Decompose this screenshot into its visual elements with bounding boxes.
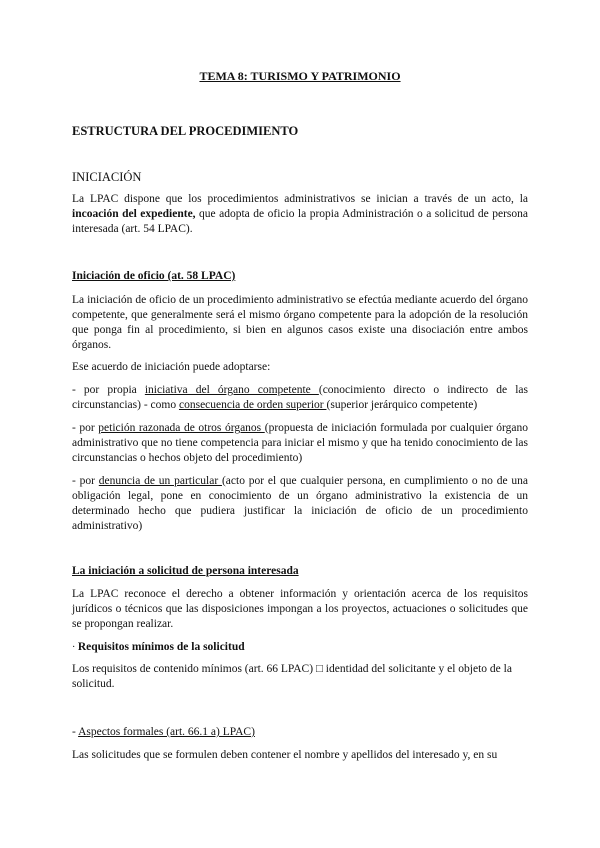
item2-text-b: (propuesta de iniciación formulada por cualquier órgano administrativo que no tiene competencia para iniciar el mismo y que ha tenido conocimiento de las circunstancias o hechos objeto del procedimiento) [72, 422, 528, 464]
oficio-paragraph-2: Ese acuerdo de iniciación puede adoptarse: [72, 361, 271, 373]
formal-dash: - [72, 726, 79, 738]
item2-underline: petición razonada de otros órganos [98, 422, 265, 434]
iniciacion-heading: INICIACIÓN [72, 170, 142, 184]
iniciacion-bold-term: incoación del expediente, [72, 208, 196, 220]
solicitud-paragraph: La LPAC reconoce el derecho a obtener información y orientación acerca de los requisitos jurídicos o técnicos que las disposiciones impongan a los proyectos, actuaciones o solicitudes que se propongan realizar. [72, 588, 528, 630]
oficio-heading: Iniciación de oficio (at. 58 LPAC) [72, 270, 236, 282]
requisitos-heading: Requisitos mínimos de la solicitud [77, 641, 245, 653]
iniciacion-text-b: que adopta de oficio la propia Administración o a solicitud de persona interesada (art. 54 LPAC). [72, 208, 528, 235]
item1-underline-1: iniciativa del órgano competente [144, 384, 319, 396]
requisitos-text-a: Los requisitos de contenido mínimos (art. 66 LPAC) [72, 663, 316, 675]
iniciacion-text-a: La LPAC dispone que los procedimientos administrativos se inician a través de un acto, la [72, 193, 528, 205]
formal-paragraph: Las solicitudes que se formulen deben contener el nombre y apellidos del interesado y, en su [72, 749, 498, 761]
requisitos-bullet: · [72, 642, 78, 653]
iniciacion-paragraph [72, 192, 528, 237]
formal-heading: Aspectos formales (art. 66.1 a) LPAC) [78, 726, 255, 738]
requisitos-text-b: identidad del solicitante y el objeto de la solicitud. [72, 663, 512, 690]
page-title: TEMA 8: TURISMO Y PATRIMONIO [199, 69, 401, 83]
oficio-item-3 [72, 474, 528, 534]
oficio-item-1 [72, 383, 528, 413]
formal-heading-line [72, 725, 528, 740]
item3-underline: denuncia de un particular [98, 475, 222, 487]
solicitud-heading: La iniciación a solicitud de persona interesada [72, 565, 299, 577]
oficio-paragraph-1: La iniciación de oficio de un procedimiento administrativo se efectúa mediante acuerdo del órgano competente, que generalmente será el mismo órgano competente para la adopción de la resolución que ponga fin al procedimiento, si bien en algunos casos existe una disociación entre ambos órganos. [72, 294, 528, 351]
structure-heading: ESTRUCTURA DEL PROCEDIMIENTO [72, 124, 299, 138]
item2-text-a: - por [72, 422, 99, 434]
requisitos-heading-line [72, 640, 528, 655]
item1-text-a: - por propia [72, 384, 145, 396]
item1-text-b: (conocimiento directo o indirecto de las circunstancias) - como [72, 384, 528, 411]
oficio-item-2 [72, 421, 528, 466]
item3-text-a: - por [72, 475, 99, 487]
item1-underline-2: consecuencia de orden superior [178, 399, 327, 411]
item3-text-b: (acto por el que cualquier persona, en cumplimiento o no de una obligación legal, pone en conocimiento de un órgano administrativo la existencia de un determinado hecho que pudiera justificar la iniciación de oficio de un procedimiento administrativo) [72, 475, 528, 532]
missing-glyph-box: □ [315, 663, 323, 675]
item1-text-c: (superior jerárquico competente) [326, 399, 478, 411]
requisitos-paragraph [72, 662, 528, 692]
